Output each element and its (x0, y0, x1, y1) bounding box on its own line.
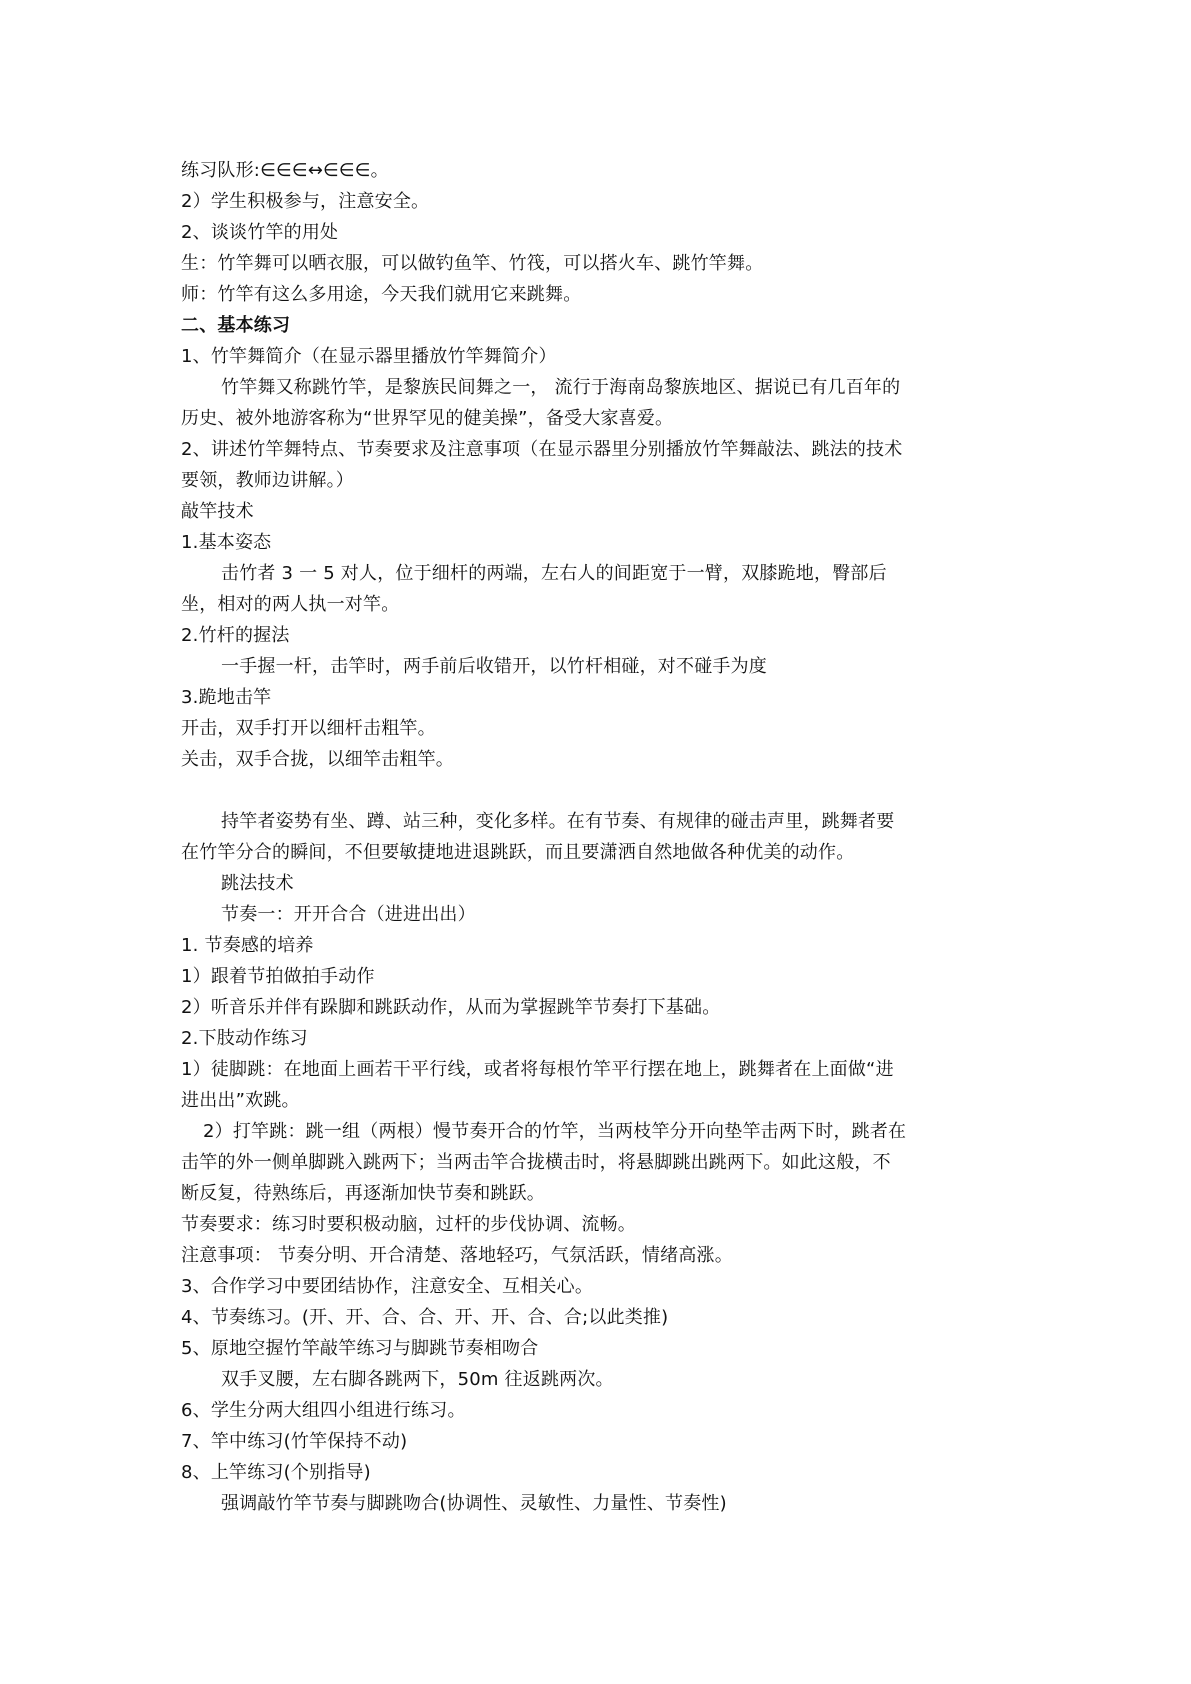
text-line: 击竹者 3 一 5 对人，位于细杆的两端，左右人的间距宽于一臂，双膝跪地，臀部后 (221, 563, 887, 584)
text-line: 关击，双手合拢，以细竿击粗竿。 (181, 749, 454, 770)
text-line: 7、竿中练习(竹竿保持不动) (181, 1431, 408, 1452)
text-line: 师：竹竿有这么多用途，今天我们就用它来跳舞。 (181, 284, 582, 305)
section-heading: 二、基本练习 (181, 315, 291, 336)
subheading: 敲竿技术 (181, 501, 254, 522)
text-line: 击竿的外一侧单脚跳入跳两下；当两击竿合拢横击时，将悬脚跳出跳两下。如此这般，不 (181, 1152, 891, 1173)
blank-line (181, 775, 1021, 806)
text-line: 8、上竿练习(个别指导) (181, 1462, 371, 1483)
text-line: 2.竹杆的握法 (181, 625, 290, 646)
text-line: 历史、被外地游客称为“世界罕见的健美操”，备受大家喜爱。 (181, 408, 674, 429)
text-line: 1）跟着节拍做拍手动作 (181, 966, 375, 987)
text-line: 3.跪地击竿 (181, 687, 272, 708)
text-line: 进出出”欢跳。 (181, 1090, 300, 1111)
text-line: 6、学生分两大组四小组进行练习。 (181, 1400, 466, 1421)
text-line: 1）徒脚跳：在地面上画若干平行线，或者将每根竹竿平行摆在地上，跳舞者在上面做“进 (181, 1059, 894, 1080)
text-line: 开击，双手打开以细杆击粗竿。 (181, 718, 436, 739)
text-line: 3、合作学习中要团结协作，注意安全、互相关心。 (181, 1276, 594, 1297)
text-line: 1. 节奏感的培养 (181, 935, 314, 956)
text-line: 持竿者姿势有坐、蹲、站三种，变化多样。在有节奏、有规律的碰击声里，跳舞者要 (221, 811, 895, 832)
text-line: 5、原地空握竹竿敲竿练习与脚跳节奏相吻合 (181, 1338, 539, 1359)
text-line: 2.下肢动作练习 (181, 1028, 308, 1049)
text-line: 2）学生积极参与，注意安全。 (181, 191, 430, 212)
text-line: 1、竹竿舞简介（在显示器里播放竹竿舞简介） (181, 346, 557, 367)
text-line: 断反复，待熟练后，再逐渐加快节奏和跳跃。 (181, 1183, 545, 1204)
document-body (181, 155, 1021, 1519)
subheading: 跳法技术 (221, 873, 294, 894)
text-line: 节奏一：开开合合（进进出出） (221, 904, 476, 925)
text-line: 竹竿舞又称跳竹竿，是黎族民间舞之一， 流行于海南岛黎族地区、据说已有几百年的 (221, 377, 901, 398)
text-line: 一手握一杆，击竿时，两手前后收错开，以竹杆相碰，对不碰手为度 (221, 656, 767, 677)
text-line: 练习队形:∈∈∈↔∈∈∈。 (181, 160, 389, 181)
text-line: 节奏要求：练习时要积极动脑，过杆的步伐协调、流畅。 (181, 1214, 636, 1235)
text-line: 强调敲竹竿节奏与脚跳吻合(协调性、灵敏性、力量性、节奏性) (221, 1493, 727, 1514)
text-line: 4、节奏练习。(开、开、合、合、开、开、合、合;以此类推) (181, 1307, 669, 1328)
text-line: 2、谈谈竹竿的用处 (181, 222, 339, 243)
text-line: 2）听音乐并伴有跺脚和跳跃动作，从而为掌握跳竿节奏打下基础。 (181, 997, 721, 1018)
text-line: 2）打竿跳：跳一组（两根）慢节奏开合的竹竿，当两枝竿分开向垫竿击两下时，跳者在 (203, 1121, 907, 1142)
text-line: 2、讲述竹竿舞特点、节奏要求及注意事项（在显示器里分别播放竹竿舞敲法、跳法的技术 (181, 439, 903, 460)
text-line: 双手叉腰，左右脚各跳两下，50m 往返跳两次。 (221, 1369, 614, 1390)
text-line: 1.基本姿态 (181, 532, 272, 553)
text-line: 坐，相对的两人执一对竿。 (181, 594, 400, 615)
text-line: 要领，教师边讲解。） (181, 470, 354, 491)
text-line: 注意事项： 节奏分明、开合清楚、落地轻巧，气氛活跃，情绪高涨。 (181, 1245, 733, 1266)
text-line: 在竹竿分合的瞬间，不但要敏捷地进退跳跃，而且要潇洒自然地做各种优美的动作。 (181, 842, 855, 863)
text-line: 生：竹竿舞可以晒衣服，可以做钓鱼竿、竹筏，可以搭火车、跳竹竿舞。 (181, 253, 764, 274)
